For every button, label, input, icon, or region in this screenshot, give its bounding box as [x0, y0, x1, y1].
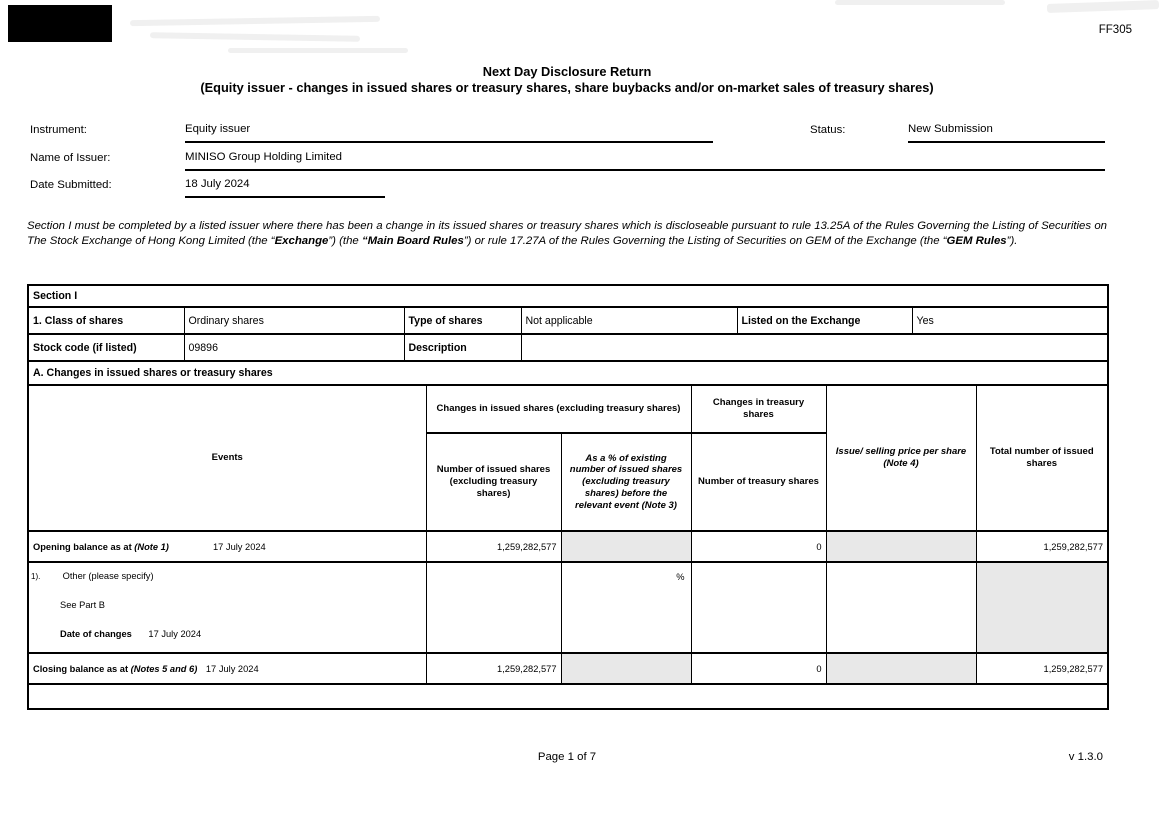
event-issued-shares-cell [426, 562, 561, 653]
section1-area [27, 284, 1107, 710]
type-of-shares-label: Type of shares [404, 307, 521, 334]
redaction-box [8, 5, 112, 42]
logo-smudge [130, 16, 380, 26]
event-date: 17 July 2024 [148, 629, 202, 639]
opening-balance-date: 17 July 2024 [213, 541, 266, 552]
logo-smudge [1047, 0, 1159, 13]
changes-table [27, 384, 1109, 710]
closing-total-shares: 1,259,282,577 [976, 653, 1108, 684]
page-title: Next Day Disclosure Return [482, 64, 652, 79]
issuer-name-value: MINISO Group Holding Limited [185, 147, 1105, 171]
event-name: Other (please specify) [62, 571, 154, 581]
empty-row [28, 684, 1108, 709]
treasury-number-column-header: Number of treasury shares [691, 433, 826, 531]
class-of-shares-value: Ordinary shares [184, 307, 404, 334]
intro-note: Section I must be completed by a listed issuer where there has been a change in its issued shares or treasury shares which is discloseable pursuant to rule 13.25A of the Rules Governing the Listing of Securities on The Stock Exchange of Hong Kong Limited (the “Exchange”) (the “Main Board Rules”) or rule 17.27A of the Rules Governing the Listing of Securities on GEM of the Exchange (the “GEM Rules”). [27, 220, 1107, 247]
logo-smudge [228, 48, 408, 53]
opening-issued-shares: 1,259,282,577 [426, 531, 561, 562]
description-label: Description [404, 334, 521, 361]
stock-code-label: Stock code (if listed) [28, 334, 184, 361]
part-a-header: A. Changes in issued shares or treasury shares [28, 361, 1108, 385]
issuer-name-label: Name of Issuer: [30, 152, 111, 164]
stock-code-value: 09896 [184, 334, 404, 361]
form-code-label: FF305 [1098, 24, 1132, 36]
class-of-shares-label: 1. Class of shares [28, 307, 184, 334]
listed-on-exchange-label: Listed on the Exchange [737, 307, 912, 334]
event-row [28, 562, 1108, 653]
total-shares-column-header: Total number of issued shares [976, 385, 1108, 531]
status-label: Status: [810, 124, 846, 136]
logo-smudge [835, 0, 1005, 5]
event-pct-cell: % [561, 562, 691, 653]
logo-smudge [150, 32, 360, 42]
footer-page-number: Page 1 of 7 [537, 751, 597, 763]
closing-issued-shares: 1,259,282,577 [426, 653, 561, 684]
opening-price-cell [826, 531, 976, 562]
opening-balance-label-cell [28, 531, 426, 562]
page-subtitle: (Equity issuer - changes in issued shares or treasury shares, share buybacks and/or on-market sales of treasury shares) [200, 79, 934, 95]
closing-balance-row [28, 653, 1108, 684]
event-total-cell [976, 562, 1108, 653]
opening-total-shares: 1,259,282,577 [976, 531, 1108, 562]
closing-balance-date: 17 July 2024 [205, 663, 259, 674]
type-of-shares-value: Not applicable [521, 307, 737, 334]
section1-header: Section I [28, 285, 1108, 307]
opening-pct-cell [561, 531, 691, 562]
event-detail: See Part B [60, 600, 105, 610]
opening-treasury-shares: 0 [691, 531, 826, 562]
issued-shares-group-header: Changes in issued shares (excluding treasury shares) [426, 385, 691, 433]
treasury-shares-group-header: Changes in treasury shares [691, 385, 826, 433]
price-column-header: Issue/ selling price per share (Note 4) [826, 385, 976, 531]
issued-number-column-header: Number of issued shares (excluding treasury shares) [426, 433, 561, 531]
opening-balance-row [28, 531, 1108, 562]
closing-treasury-shares: 0 [691, 653, 826, 684]
event-treasury-shares-cell [691, 562, 826, 653]
description-value [521, 334, 1108, 361]
footer-version: v 1.3.0 [1068, 751, 1103, 763]
opening-balance-label: Opening balance as at (Note 1) [33, 541, 169, 552]
status-value: New Submission [908, 119, 1105, 143]
event-index: 1). [31, 572, 41, 581]
instrument-label: Instrument: [30, 124, 87, 136]
closing-price-cell [826, 653, 976, 684]
events-column-header: Events [28, 385, 426, 531]
empty-row-cell [28, 684, 1108, 709]
date-submitted-value: 18 July 2024 [185, 174, 385, 198]
instrument-value: Equity issuer [185, 119, 713, 143]
listed-on-exchange-value: Yes [912, 307, 1108, 334]
section1-table [27, 284, 1109, 386]
event-date-label: Date of changes [60, 629, 132, 639]
closing-balance-label: Closing balance as at (Notes 5 and 6) [33, 663, 198, 674]
closing-pct-cell [561, 653, 691, 684]
date-submitted-label: Date Submitted: [30, 179, 112, 191]
event-label-cell [28, 562, 426, 653]
closing-balance-label-cell [28, 653, 426, 684]
event-price-cell [826, 562, 976, 653]
issued-pct-column-header: As a % of existing number of issued shares (excluding treasury shares) before the relevant event (Note 3) [561, 433, 691, 531]
page-title-block [27, 64, 1107, 95]
